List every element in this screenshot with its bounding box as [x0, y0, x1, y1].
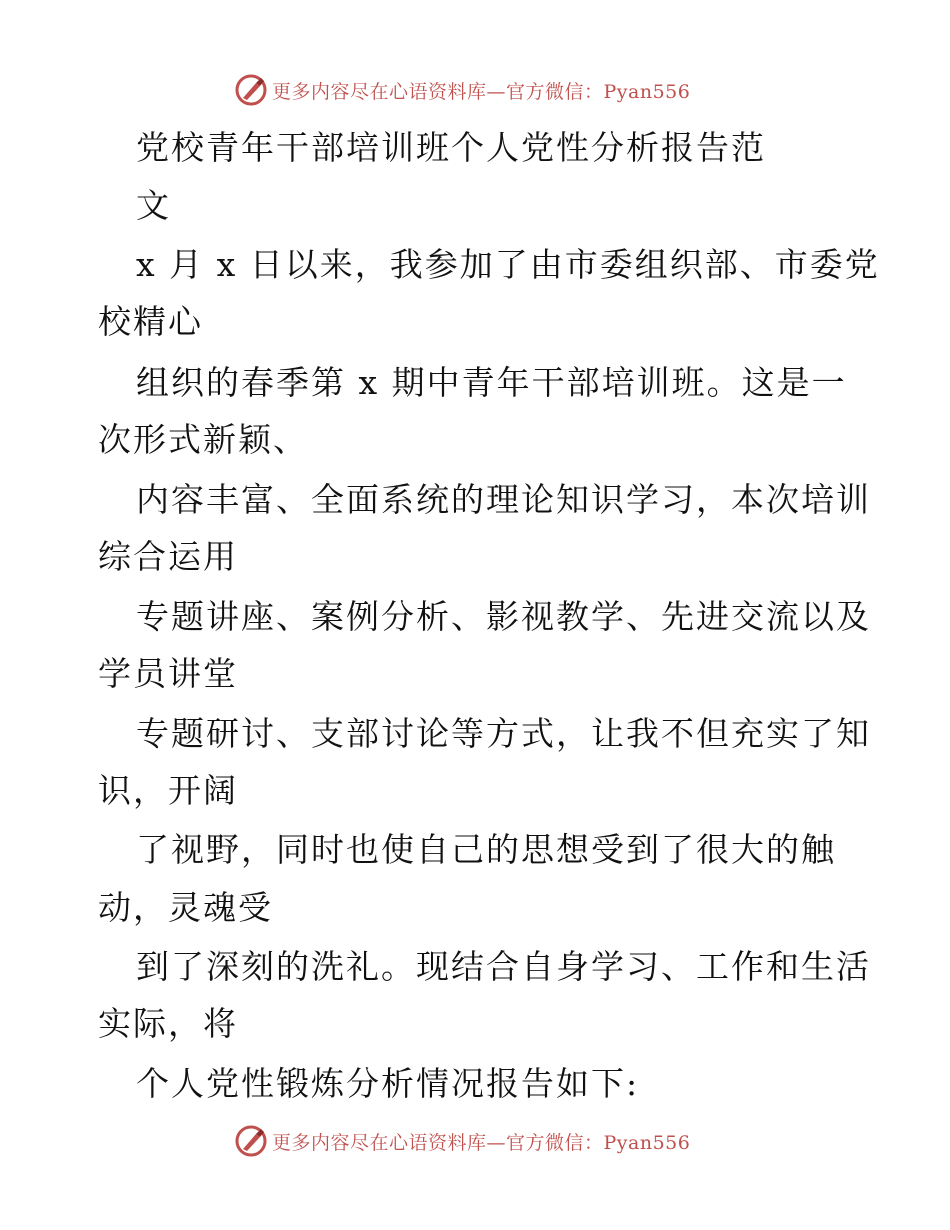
paragraph-4-line-2: 学员讲堂: [98, 654, 238, 693]
paragraph-2-line-2: 次形式新颖、: [98, 420, 308, 459]
footer-banner: [234, 1123, 690, 1159]
pen-logo-icon: [234, 1124, 268, 1158]
paragraph-8-line-1: 个人党性锻炼分析情况报告如下:: [136, 1064, 640, 1103]
paragraph-1-line-2: 校精心: [98, 302, 203, 341]
paragraph-5-line-1: 专题研讨、支部讨论等方式，让我不但充实了知: [136, 714, 871, 753]
banner-dash: —: [486, 1131, 507, 1154]
banner-wechat-text: 官方微信：Pyan556: [506, 80, 691, 103]
paragraph-5-line-2: 识，开阔: [98, 771, 238, 810]
paragraph-3-line-1: 内容丰富、全面系统的理论知识学习，本次培训: [136, 480, 871, 519]
header-banner: [234, 72, 690, 108]
paragraph-1-line-1: x 月 x 日以来，我参加了由市委组织部、市委党: [136, 245, 880, 284]
paragraph-6-line-2: 动，灵魂受: [98, 888, 273, 927]
paragraph-6-line-1: 了视野，同时也使自己的思想受到了很大的触: [136, 830, 836, 869]
banner-wechat-text: 官方微信：Pyan556: [506, 1131, 691, 1154]
title-line-2: 文: [136, 186, 171, 225]
paragraph-4-line-1: 专题讲座、案例分析、影视教学、先进交流以及: [136, 597, 871, 636]
banner-dash: —: [486, 80, 507, 103]
paragraph-7-line-1: 到了深刻的洗礼。现结合自身学习、工作和生活: [136, 947, 871, 986]
banner-main-text: 更多内容尽在心语资料库: [272, 80, 487, 103]
title-line-1: 党校青年干部培训班个人党性分析报告范: [136, 128, 766, 167]
pen-logo-icon: [234, 73, 268, 107]
paragraph-2-line-1: 组织的春季第 x 期中青年干部培训班。这是一: [136, 363, 847, 402]
banner-main-text: 更多内容尽在心语资料库: [272, 1131, 487, 1154]
paragraph-7-line-2: 实际，将: [98, 1004, 238, 1043]
paragraph-3-line-2: 综合运用: [98, 537, 238, 576]
